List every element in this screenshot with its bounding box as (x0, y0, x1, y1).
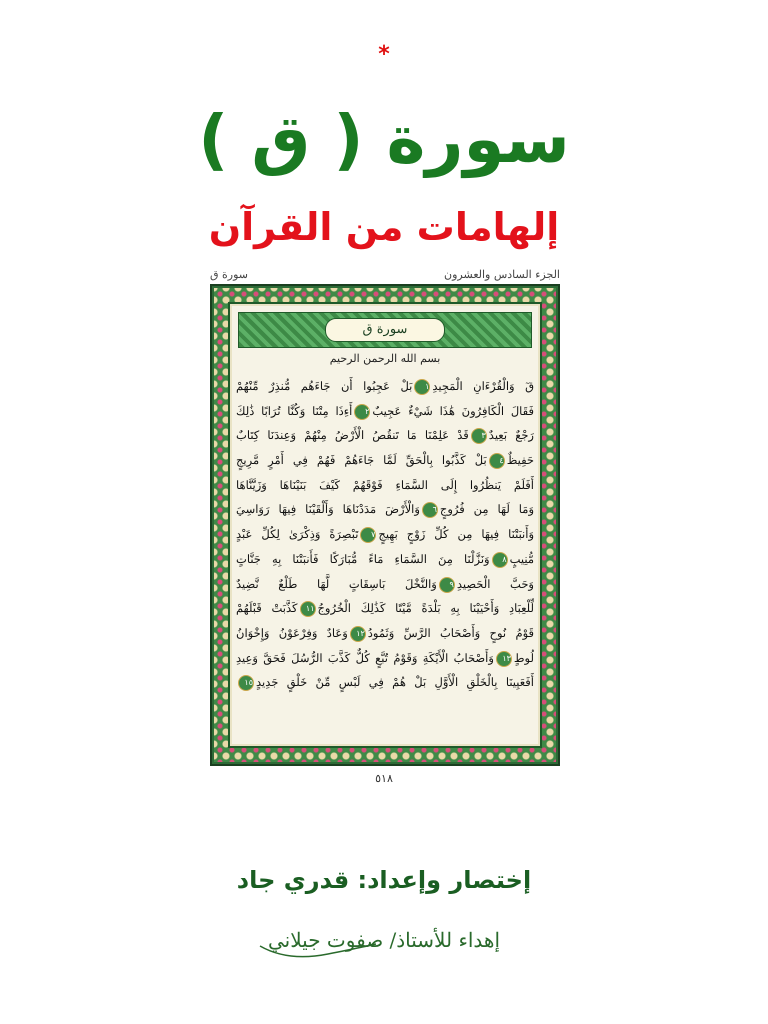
verse-text: قَوْمُ نُوحٍ وَأَصْحَابُ الرَّسِّ وَثَمُودُ (367, 625, 534, 640)
verse-line (236, 547, 534, 572)
verse-text: وَعَادٌ وَفِرْعَوْنُ وَإِخْوَانُ (236, 625, 348, 640)
verse-text: أَءِذَا مِتْنَا وَكُنَّا تُرَابًا ذَٰلِكَ (236, 403, 353, 418)
verse-text: قٓ وَالْقُرْءَانِ الْمَجِيدِ (432, 379, 534, 393)
verse-text: بَلْ عَجِبُوا أَن جَاءَهُم مُّنذِرٌ مِّنْهُمْ (236, 379, 413, 393)
verse-number-marker: ١٢ (350, 626, 366, 642)
verse-text: وَنَزَّلْنَا مِنَ السَّمَاءِ مَاءً مُّبَارَكًا فَأَنبَتْنَا بِهِ جَنَّاتٍ (236, 551, 490, 566)
verse-line (236, 670, 534, 695)
verse-number-marker: ٦ (422, 502, 438, 518)
dedication: إهداء للأستاذ/ صفوت جيلاني (267, 928, 501, 952)
sura-name-cartouche: سورة ق (325, 318, 445, 342)
verse-text: كَذَّبَتْ قَبْلَهُمْ (236, 601, 298, 616)
verse-number-marker: ٨ (492, 552, 508, 568)
verse-line (236, 448, 534, 473)
decorative-asterisk: * (378, 42, 390, 67)
verse-line (236, 399, 534, 424)
verse-text: مُّنِيبٍ (509, 551, 534, 566)
verse-number-marker: ١٣ (496, 651, 512, 667)
sura-header-band (238, 312, 532, 348)
verse-number-marker: ١ (414, 379, 430, 395)
verse-number-marker: ٢ (354, 404, 370, 420)
verse-number-marker: ١٥ (238, 675, 254, 691)
verse-line (236, 497, 534, 522)
verse-line (236, 374, 534, 399)
verse-text: بَلْ كَذَّبُوا بِالْحَقِّ لَمَّا جَاءَهُمْ فَهُمْ فِي أَمْرٍ مَّرِيجٍ (236, 453, 487, 468)
verse-text: أَفَعَيِينَا بِالْخَلْقِ الْأَوَّلِ بَلْ هُمْ فِي لَبْسٍ مِّنْ خَلْقٍ جَدِيدٍ (256, 675, 534, 690)
verse-line (236, 596, 534, 621)
verse-text: لِّلْعِبَادِ وَأَحْيَيْنَا بِهِ بَلْدَةً مَّيْتًا كَذَٰلِكَ الْخُرُوجُ (317, 601, 534, 616)
verse-text: فَقَالَ الْكَافِرُونَ هَٰذَا شَيْءٌ عَجِيبٌ (372, 403, 534, 418)
verse-text: قَدْ عَلِمْنَا مَا تَنقُصُ الْأَرْضُ مِنْهُمْ وَعِندَنَا كِتَابٌ (236, 428, 469, 443)
verse-number-marker: ٧ (360, 527, 376, 543)
verse-line (236, 473, 534, 498)
verse-line (236, 572, 534, 597)
verse-number-marker: ٩ (439, 577, 455, 593)
verse-text: لُوطٍ (513, 650, 534, 665)
verse-text: وَمَا لَهَا مِن فُرُوجٍ (439, 502, 534, 517)
page-number: ٥١٨ (375, 772, 393, 785)
juz-label: سورة ق (210, 268, 249, 281)
mushaf-page-image (210, 284, 560, 766)
sura-header-label: الجزء السادس والعشرون (444, 268, 560, 281)
verse-text: وَأَصْحَابُ الْأَيْكَةِ وَقَوْمُ تُبَّعٍ كُلٌّ كَذَّبَ الرُّسُلَ فَحَقَّ وَعِيدِ (236, 650, 494, 665)
calligraphy-swash (258, 940, 378, 960)
verse-text: وَالنَّخْلَ بَاسِقَاتٍ لَّهَا طَلْعٌ نَّضِيدٌ (236, 576, 437, 591)
verse-text: أَفَلَمْ يَنظُرُوا إِلَى السَّمَاءِ فَوْقَهُمْ كَيْفَ بَنَيْنَاهَا وَزَيَّنَّاهَا (236, 477, 534, 492)
author-credit: إختصار وإعداد: قدري جاد (236, 866, 532, 894)
verse-text: تَبْصِرَةً وَذِكْرَىٰ لِكُلِّ عَبْدٍ (236, 527, 359, 542)
mushaf-page-header (210, 266, 560, 286)
verse-number-marker: ١١ (300, 601, 316, 617)
verse-line (236, 646, 534, 671)
verse-text: وَحَبَّ الْحَصِيدِ (456, 576, 534, 591)
page-title: سورة ( ق ) (198, 101, 570, 178)
verse-text: حَفِيظٌ (506, 453, 534, 468)
verse-line (236, 522, 534, 547)
mushaf-page-content (228, 302, 542, 748)
verse-text: وَالْأَرْضَ مَدَدْنَاهَا وَأَلْقَيْنَا فِيهَا رَوَاسِيَ (236, 502, 420, 517)
verse-text: وَأَنبَتْنَا فِيهَا مِن كُلِّ زَوْجٍ بَهِيجٍ (378, 527, 534, 542)
basmala: بسم الله الرحمن الرحيم (329, 352, 441, 365)
verses-block (236, 374, 534, 736)
verse-line (236, 423, 534, 448)
verse-line (236, 621, 534, 646)
verse-number-marker: ٤ (489, 453, 505, 469)
verse-number-marker: ٣ (471, 428, 487, 444)
page-subtitle: إلهامات من القرآن (208, 205, 560, 249)
verse-text: رَجْعٌ بَعِيدٌ (488, 428, 534, 443)
